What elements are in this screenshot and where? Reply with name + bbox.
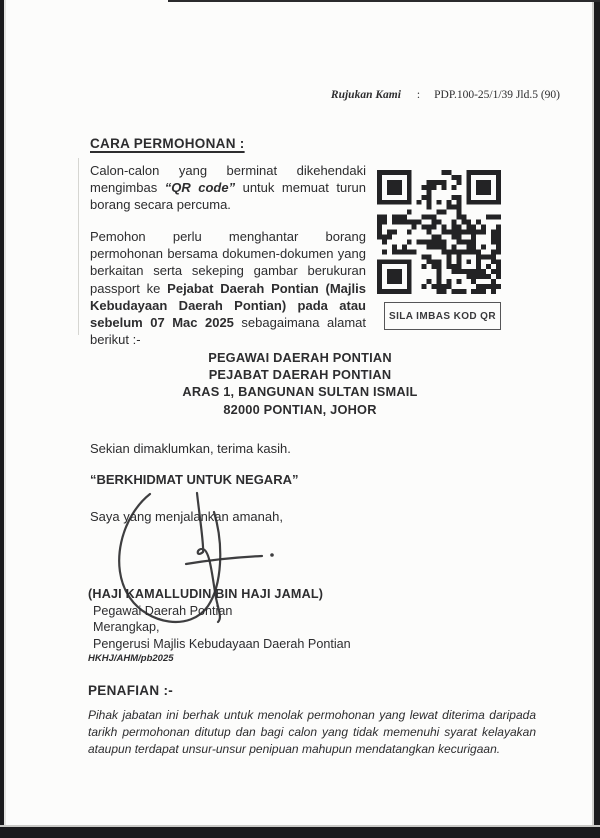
- table-border-artifact: [78, 158, 79, 335]
- address-block: [60, 349, 540, 418]
- reference-label: Rujukan Kami: [330, 89, 401, 101]
- paragraph-submission-instruction: [90, 228, 366, 348]
- signatory-block: [88, 586, 508, 665]
- scan-seam-right: [592, 0, 594, 838]
- paragraph2-text-end: sebagaimana alamat berikut :-: [90, 315, 366, 348]
- closing-lead-in: Saya yang menjalankan amanah,: [90, 509, 283, 524]
- address-line-2: PEJABAT DAERAH PONTIAN: [208, 367, 392, 383]
- qr-scan-label: SILA IMBAS KOD QR: [389, 310, 496, 322]
- reference-value: PDP.100-25/1/39 Jld.5 (90): [434, 89, 560, 101]
- paragraph2-text: Pemohon perlu menghantar borang permohonan bersama dokumen-dokumen yang berkaitan serta sekeping gambar berukuran passport ke: [90, 229, 366, 296]
- disclaimer-body: Pihak jabatan ini berhak untuk menolak permohonan yang lewat diterima daripada tarikh permohonan ditutup dan bagi calon yang tidak memenuhi syarat kelayakan ataupun terdapat unsur-unsur penipuan mahupun mendatangkan kecurigaan.: [88, 708, 536, 756]
- address-line-1: PEGAWAI DAERAH PONTIAN: [208, 350, 392, 365]
- qr-code-image: [377, 170, 501, 294]
- reference-separator: :: [416, 89, 421, 101]
- signatory-name: (HAJI KAMALLUDIN BIN HAJI JAMAL): [88, 587, 324, 601]
- scan-edge-top: [168, 0, 600, 2]
- paragraph2-office-deadline-emphasis: Pejabat Daerah Pontian (Majlis Kebudayaan Daerah Pontian) pada atau sebelum 07 Mac 2025: [90, 280, 366, 331]
- scan-seam-left: [4, 0, 6, 838]
- reference-line: [331, 89, 560, 101]
- qr-code: [377, 170, 501, 294]
- signature-dot: [270, 553, 274, 557]
- file-reference-code: HKHJ/AHM/pb2025: [88, 653, 174, 665]
- signatory-role-1: Pegawai Daerah Pontian: [93, 603, 233, 618]
- closing-motto: “BERKHIDMAT UNTUK NEGARA”: [90, 472, 299, 487]
- section-heading: CARA PERMOHONAN :: [90, 136, 245, 151]
- address-line-4: 82000 PONTIAN, JOHOR: [223, 401, 377, 417]
- closing-thanks: Sekian dimaklumkan, terima kasih.: [90, 441, 291, 456]
- disclaimer-heading: PENAFIAN :-: [88, 683, 174, 698]
- scan-edge-right: [594, 0, 600, 838]
- paragraph1-text: Calon-calon yang berminat dikehendaki mengimbas: [90, 163, 366, 196]
- paragraph1-qr-code-emphasis: “QR code”: [164, 180, 236, 196]
- paragraph1-text-end: untuk memuat turun borang secara percuma.: [90, 180, 366, 213]
- paragraph-qr-instruction: [90, 162, 366, 214]
- signature-horizontal-stroke: [186, 556, 262, 564]
- scan-seam-bottom: [0, 825, 600, 827]
- scan-edge-bottom: [0, 827, 600, 838]
- qr-scan-label-box: [384, 302, 501, 330]
- address-line-3: ARAS 1, BANGUNAN SULTAN ISMAIL: [182, 384, 418, 400]
- signatory-role-3: Pengerusi Majlis Kebudayaan Daerah Pontian: [93, 636, 351, 651]
- signatory-role-2: Merangkap,: [93, 620, 160, 635]
